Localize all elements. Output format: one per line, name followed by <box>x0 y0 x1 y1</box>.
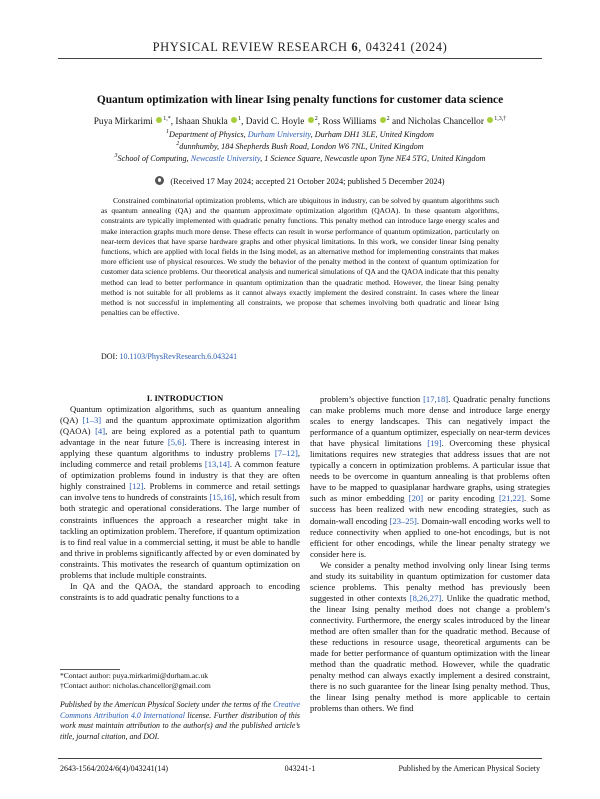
open-access-icon <box>155 176 164 185</box>
doi-link[interactable]: 10.1103/PhysRevResearch.6.043241 <box>119 352 238 361</box>
paper-title: Quantum optimization with linear Ising penalty functions for customer data science <box>96 94 504 106</box>
author: Puya Mirkarimi $^{1,*}$ <box>93 116 171 127</box>
affiliation-2: $^2$dunnhumby, 184 Shepherds Bush Road, London W6 7NL, United Kingdom <box>176 141 424 151</box>
citation-link[interactable]: [20] <box>408 493 424 504</box>
footnotes <box>60 671 211 691</box>
header-rule <box>58 58 542 59</box>
paragraph: problem’s objective function [17,18]. Quadratic penalty functions can make problems much more dense and introduce large energy scales to energy landscapes. This can negatively impact the performance of a quantum optimizer, especially on near-term devices that have physical limitations [19]. Overcoming these physical limitations requires new strategies that address issues that are not typically a concern in optimization problems. A particular issue that needs to be overcome in quantum annealing is that problems often have to be mapped to quasiplanar hardware graphs, using strategies such as minor embedding [20] or parity encoding [21,22]. Some success has been realized with new encoding strategies, such as domain-wall encoding [23–25]. Domain-wall encoding works well to reduce connectivity when applied to one-hot encodings, but is not efficient for other encodings, while the linear penalty strategy we consider here is. <box>310 394 551 559</box>
journal-article: , 043241 (2024) <box>358 40 448 54</box>
citation-link[interactable]: [21,22] <box>498 493 524 504</box>
footnote: *Contact author: puya.mirkarimi@durham.ac.uk <box>60 671 209 680</box>
doi: DOI: 10.1103/PhysRevResearch.6.043241 <box>101 352 238 361</box>
journal-volume: 6 <box>351 40 359 54</box>
body-text-right <box>310 394 550 714</box>
affiliation-3: $^3$School of Computing, Newcastle University, 1 Science Square, Newcastle upon Tyne NE4 5TG, United Kingdom <box>114 153 486 163</box>
author-list: Puya Mirkarimi $^{1,*}$, Ishaan Shukla $^1$, David C. Hoyle $^2$, Ross Williams $^2$ and Nicholas Chancellor $^{1,3,\dagger}$ <box>93 116 507 127</box>
citation-link[interactable]: [13,14] <box>204 459 230 470</box>
journal-header <box>0 40 600 55</box>
footer-issn: 2643-1564/2024/6(4)/043241(14) <box>60 764 168 773</box>
citation-link[interactable]: [5,6] <box>167 437 185 448</box>
citation-link[interactable]: [15,16] <box>209 492 235 503</box>
paragraph: In QA and the QAOA, the standard approach to encoding constraints is to add quadratic penalty functions to a <box>60 580 300 602</box>
section-heading: I. INTRODUCTION <box>146 393 224 403</box>
license-link[interactable]: Creative Commons Attribution 4.0 International <box>60 700 300 720</box>
author: Nicholas Chancellor $^{1,3,\dagger}$ <box>407 116 507 127</box>
affiliation-link[interactable]: Newcastle University <box>190 154 261 163</box>
author: Ross Williams $^2$ <box>322 116 390 127</box>
license-statement: Published by the American Physical Society under the terms of the Creative Commons Attribution 4.0 International license. Further distribution of this work must maintain attribution to the author(s) and the published article’s title, journal citation, and DOI. <box>60 700 300 741</box>
orcid-icon[interactable] <box>156 117 162 123</box>
citation-link[interactable]: [17,18] <box>423 394 449 404</box>
citation-link[interactable]: [12] <box>129 481 144 492</box>
citation-link[interactable]: [4] <box>95 426 106 437</box>
citation-link[interactable]: [19] <box>427 438 442 449</box>
right-column <box>310 394 550 714</box>
journal-name: PHYSICAL REVIEW RESEARCH <box>152 40 348 54</box>
citation-link[interactable]: [8,26,27] <box>409 592 442 603</box>
citation-link[interactable]: [1–3] <box>82 415 102 426</box>
paragraph: We consider a penalty method involving only linear Ising terms and study its suitability in quantum optimization for customer data science problems. This penalty method has previously been suggested in other contexts [8,26,27]. Unlike the quadratic method, the linear Ising penalty method does not change a problem’s connectivity. Furthermore, the energy scales introduced by the linear method are often smaller than for the quadratic method. Because of these reductions in resource usage, theoretical arguments can be made for better performance of quantum optimization with the linear method than the quadratic method. However, while the quadratic penalty method can always exactly implement a desired constraint, there is no such guarantee for the linear Ising penalty method. Thus, the linear Ising penalty method is more applicable to certain problems than others. We find <box>310 559 551 714</box>
paragraph: Quantum optimization algorithms, such as quantum annealing (QA) [1–3] and the quantum approximate optimization algorithm (QAOA) [4], are being explored as a potential path to quantum advantage in the near future [5,6]. There is increasing interest in applying these quantum algorithms to industry problems [7–12], including commerce and retail problems [13,14]. A common feature of optimization problems found in industry is that they are often highly constrained [12]. Problems in commerce and retail settings can involve tens to hundreds of constraints [15,16], which result from both strategic and operational considerations. The large number of constraints influences the approach a researcher might take in tackling an optimization problem. Therefore, if quantum optimization is to find real value in a commercial setting, it must be able to handle and thrive in problems significantly affected by or even dominated by constraints. This motivates the research of quantum optimization on problems that include multiple constraints. <box>60 404 301 580</box>
left-column <box>60 393 300 603</box>
body-text-left <box>60 404 300 603</box>
footnote: †Contact author: nicholas.chancellor@gmail.com <box>60 681 211 690</box>
orcid-icon[interactable] <box>308 117 314 123</box>
footer-rule <box>58 758 542 759</box>
orcid-icon[interactable] <box>487 117 493 123</box>
abstract: Constrained combinatorial optimization problems, which are ubiquitous in industry, can be solved by quantum algorithms such as quantum annealing (QA) and the quantum approximate optimization algorithm (QAOA). In these quantum algorithms, constraints are typically implemented with quadratic penalty functions. This penalty method can introduce large energy scales and make interaction graphs much more dense. These effects can result in worse performance of quantum optimization, particularly on near-term devices that have sparse hardware graphs and other physical limitations. In this work, we consider linear Ising penalty functions, which are applied with local fields in the Ising model, as an alternative method for implementing constraints that makes more efficient use of physical resources. We study the behavior of the penalty method in the context of quantum optimization for customer data science problems. Our theoretical analysis and numerical simulations of QA and the QAOA indicate that this penalty method can lead to better performance in quantum optimization than the quadratic method. However, the linear Ising penalty method is not suitable for all problems as it cannot always exactly implement the desired constraint. In cases where the linear method is not successful in implementing all constraints, we propose that schemes involving both quadratic and linear Ising penalties can be effective. <box>101 196 499 318</box>
affiliation-link[interactable]: Durham University <box>247 130 311 139</box>
footer-publisher: Published by the American Physical Society <box>398 764 540 773</box>
orcid-icon[interactable] <box>380 117 386 123</box>
citation-link[interactable]: [23–25] <box>389 515 417 526</box>
orcid-icon[interactable] <box>231 117 237 123</box>
author: Ishaan Shukla $^1$ <box>175 116 242 127</box>
page-number: 043241-1 <box>284 764 316 773</box>
footnote-rule <box>60 669 120 670</box>
received-dates: (Received 17 May 2024; accepted 21 October 2024; published 5 December 2024) <box>40 176 560 186</box>
affiliation-1: $^1$Department of Physics, Durham University, Durham DH1 3LE, United Kingdom <box>166 129 434 139</box>
citation-link[interactable]: [7–12] <box>274 448 298 459</box>
author: David C. Hoyle $^2$ <box>245 116 318 127</box>
